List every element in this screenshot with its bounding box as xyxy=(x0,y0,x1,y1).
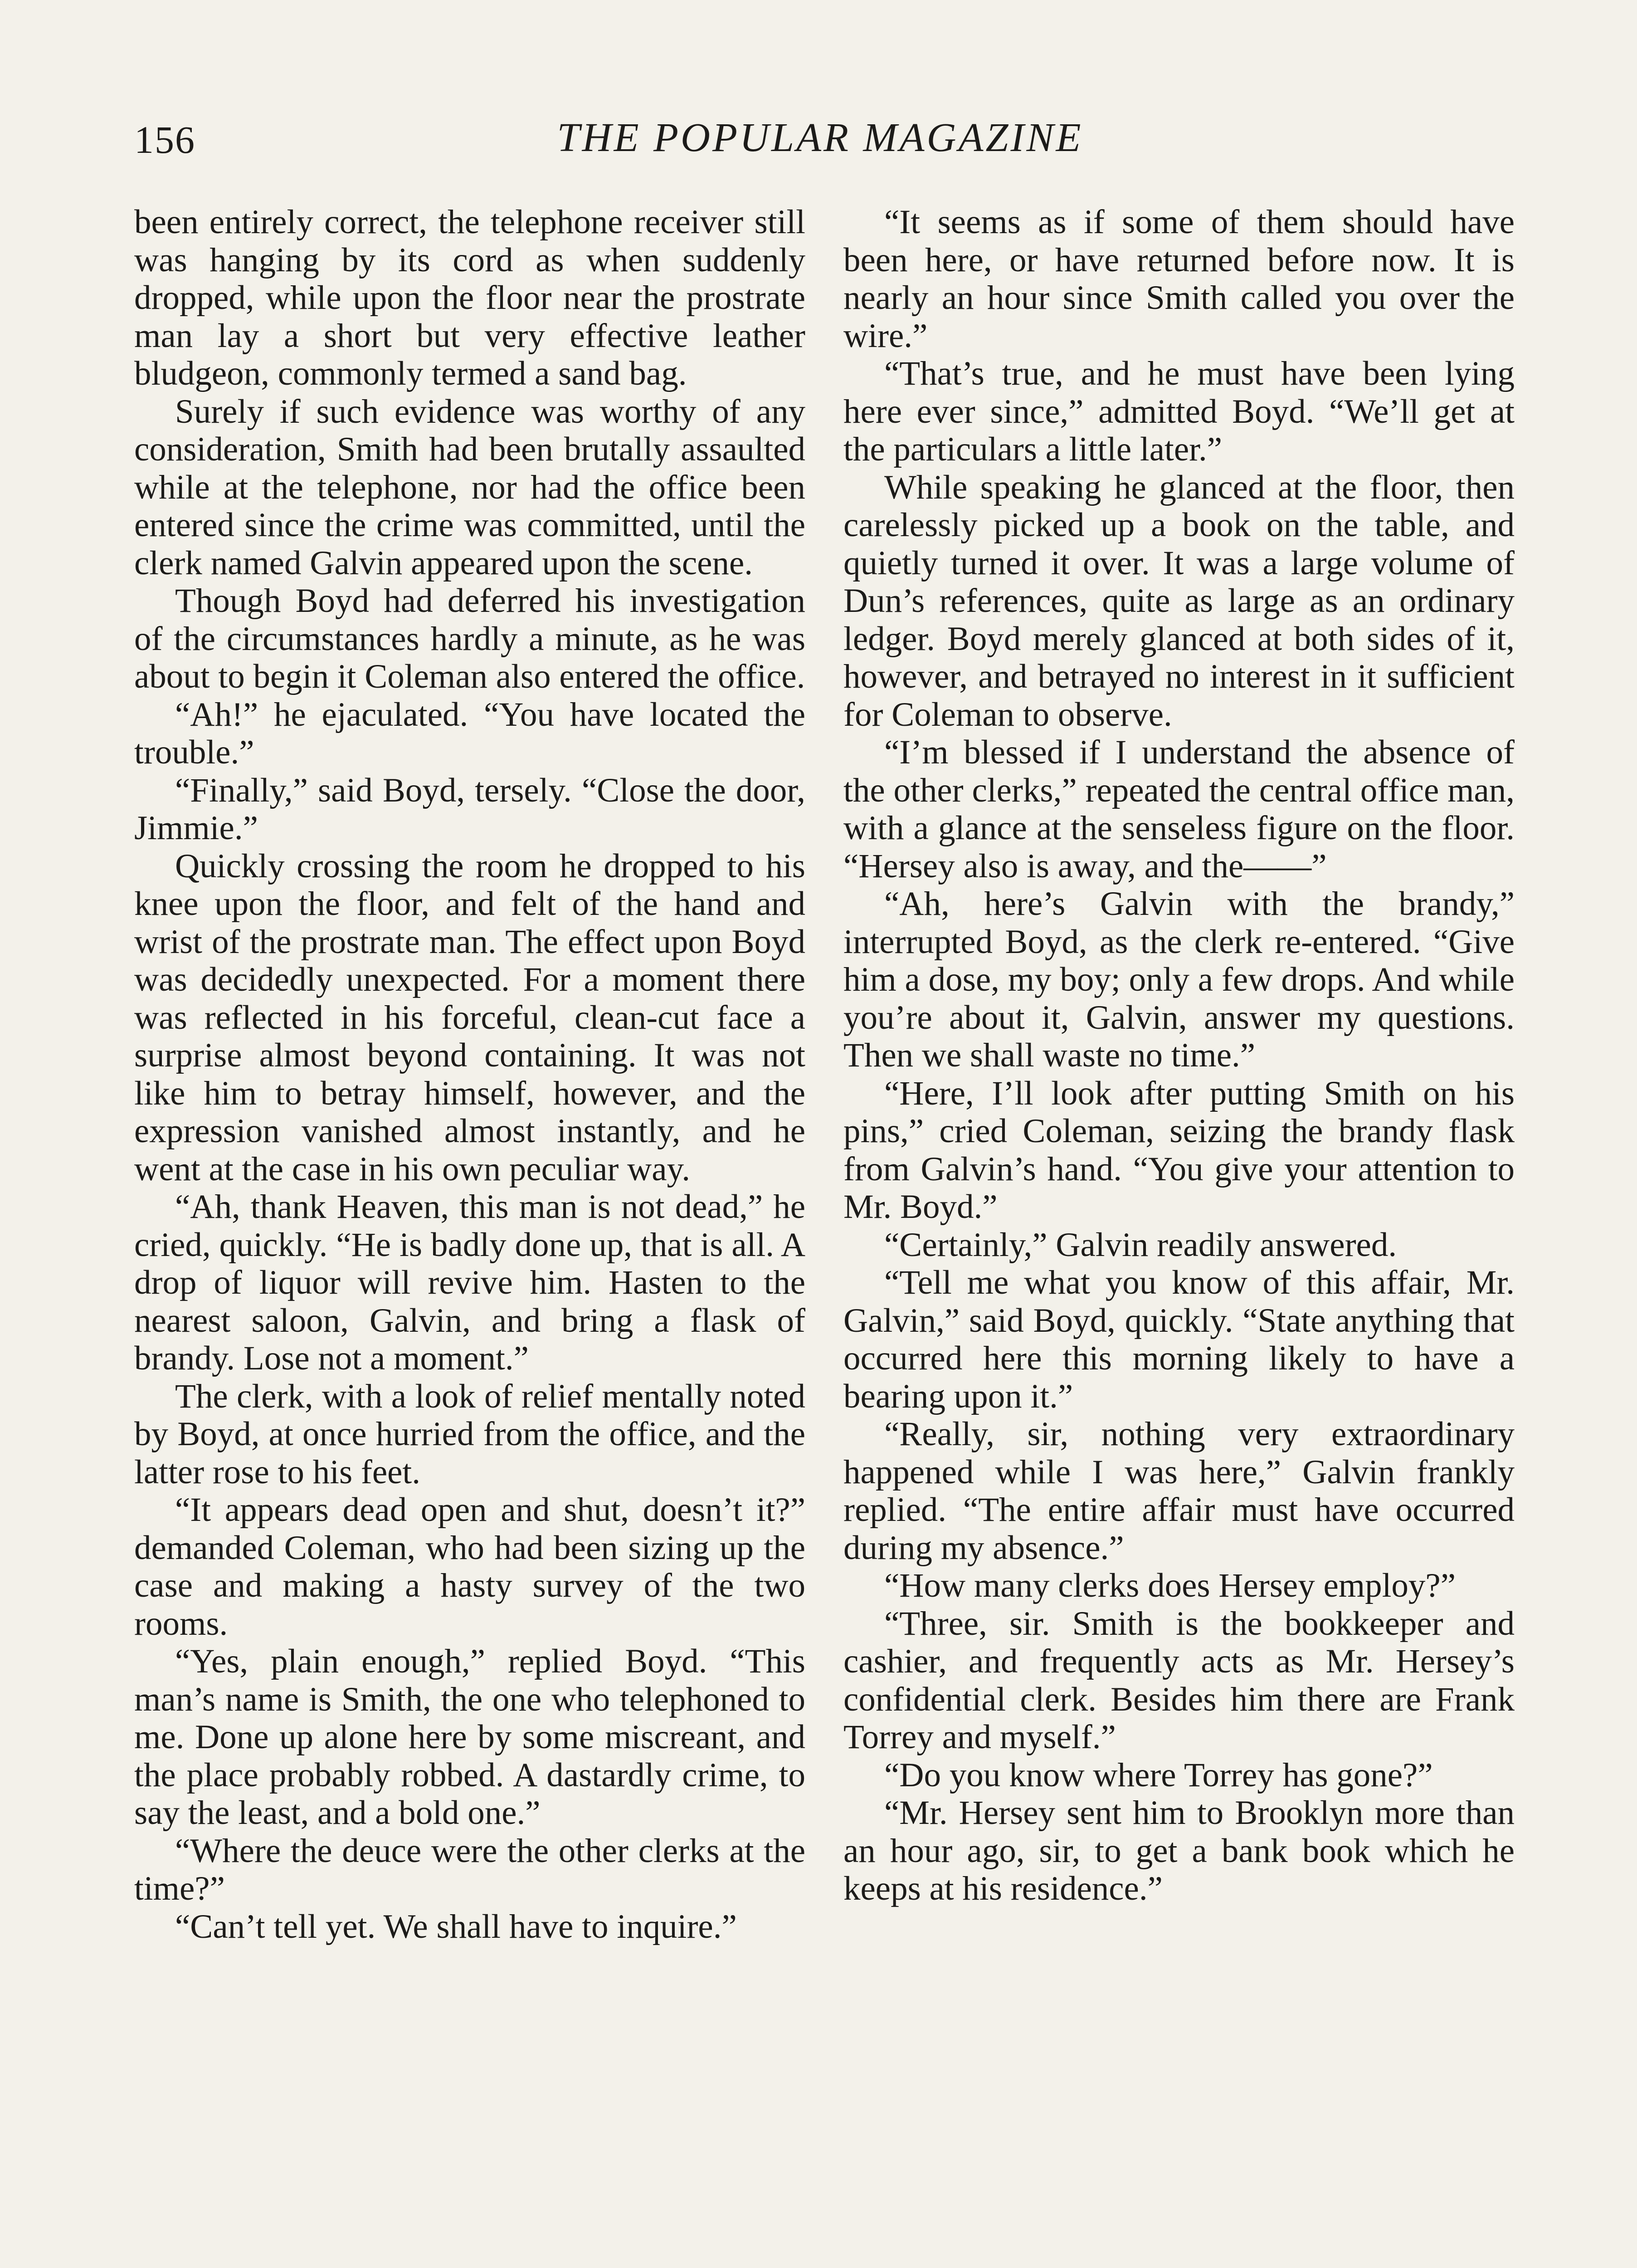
paragraph: “Ah!” he ejaculated. “You have located the trouble.” xyxy=(134,695,805,771)
paragraph: “Ah, thank Heaven, this man is not dead,” he cried, quickly. “He is badly done up, that is all. A drop of liquor will revive him. Hasten to the nearest saloon, Galvin, and bring a flask of brandy. Lose not a moment.” xyxy=(134,1188,805,1377)
paragraph: Quickly crossing the room he dropped to his knee upon the floor, and felt of the hand and wrist of the prostrate man. The effect upon Boyd was decidedly unexpected. For a moment there was reflected in his forceful, clean-cut face a surprise almost beyond containing. It was not like him to betray himself, however, and the expression vanished almost instantly, and he went at the case in his own peculiar way. xyxy=(134,847,805,1188)
paragraph: “Do you know where Torrey has gone?” xyxy=(884,1756,1433,1794)
running-title: THE POPULAR MAGAZINE xyxy=(557,115,1083,160)
paragraph: “Yes, plain enough,” replied Boyd. “This man’s name is Smith, the one who telephoned to me. Done up alone here by some miscreant, and the place probably robbed. A dastardly crime, to say the least, and a bold one.” xyxy=(134,1642,805,1832)
paragraph: “It seems as if some of them should have been here, or have returned before now. It is nearly an hour since Smith called you over the wire.” xyxy=(843,203,1515,355)
paragraph: The clerk, with a look of relief mentally noted by Boyd, at once hurried from the office, and the latter rose to his feet. xyxy=(134,1377,805,1491)
paragraph: “Mr. Hersey sent him to Brooklyn more than an hour ago, sir, to get a bank book which he keeps at his residence.” xyxy=(843,1794,1515,1907)
page-number: 156 xyxy=(134,118,195,161)
paragraph: “Where the deuce were the other clerks at the time?” xyxy=(134,1832,805,1907)
paragraph: “Certainly,” Galvin readily answered. xyxy=(884,1226,1397,1264)
paragraph: “It appears dead open and shut, doesn’t it?” demanded Coleman, who had been sizing up the case and making a hasty survey of the two rooms. xyxy=(134,1491,805,1642)
text-column-right xyxy=(843,203,1515,1908)
paragraph: Though Boyd had deferred his investigation of the circumstances hardly a minute, as he was about to begin it Coleman also entered the office. xyxy=(134,582,805,695)
paragraph: “Can’t tell yet. We shall have to inquire.” xyxy=(175,1907,737,1945)
paragraph: “Tell me what you know of this affair, Mr. Galvin,” said Boyd, quickly. “State anything that occurred here this morning likely to have a bearing upon it.” xyxy=(843,1264,1515,1415)
paragraph: “Really, sir, nothing very extraordinary happened while I was here,” Galvin frankly replied. “The entire affair must have occurred during my absence.” xyxy=(843,1415,1515,1567)
paragraph: “How many clerks does Hersey employ?” xyxy=(884,1567,1456,1604)
paragraph: Surely if such evidence was worthy of any consideration, Smith had been brutally assaulted while at the telephone, nor had the office been entered since the crime was committed, until the clerk named Galvin appeared upon the scene. xyxy=(134,392,805,582)
paragraph: While speaking he glanced at the floor, then carelessly picked up a book on the table, and quietly turned it over. It was a large volume of Dun’s references, quite as large as an ordinary ledger. Boyd merely glanced at both sides of it, however, and betrayed no interest in it sufficient for Coleman to observe. xyxy=(843,468,1515,733)
paragraph: “Three, sir. Smith is the bookkeeper and cashier, and frequently acts as Mr. Hersey’s confidential clerk. Besides him there are Frank Torrey and myself.” xyxy=(843,1604,1515,1756)
page-header xyxy=(134,109,1506,177)
paragraph: been entirely correct, the telephone receiver still was hanging by its cord as when suddenly dropped, while upon the floor near the prostrate man lay a short but very effective leather bludgeon, commonly termed a sand bag. xyxy=(134,203,805,392)
paragraph: “That’s true, and he must have been lying here ever since,” admitted Boyd. “We’ll get at the particulars a little later.” xyxy=(843,355,1515,468)
text-column-left xyxy=(134,203,805,1945)
paragraph: “Here, I’ll look after putting Smith on his pins,” cried Coleman, seizing the brandy flask from Galvin’s hand. “You give your attention to Mr. Boyd.” xyxy=(843,1074,1515,1226)
paragraph: “Ah, here’s Galvin with the brandy,” interrupted Boyd, as the clerk re-entered. “Give him a dose, my boy; only a few drops. And while you’re about it, Galvin, answer my questions. Then we shall waste no time.” xyxy=(843,885,1515,1074)
paragraph: “Finally,” said Boyd, tersely. “Close the door, Jimmie.” xyxy=(134,771,805,847)
paragraph: “I’m blessed if I understand the absence of the other clerks,” repeated the central office man, with a glance at the senseless figure on the floor. “Hersey also is away, and the——” xyxy=(843,733,1515,885)
